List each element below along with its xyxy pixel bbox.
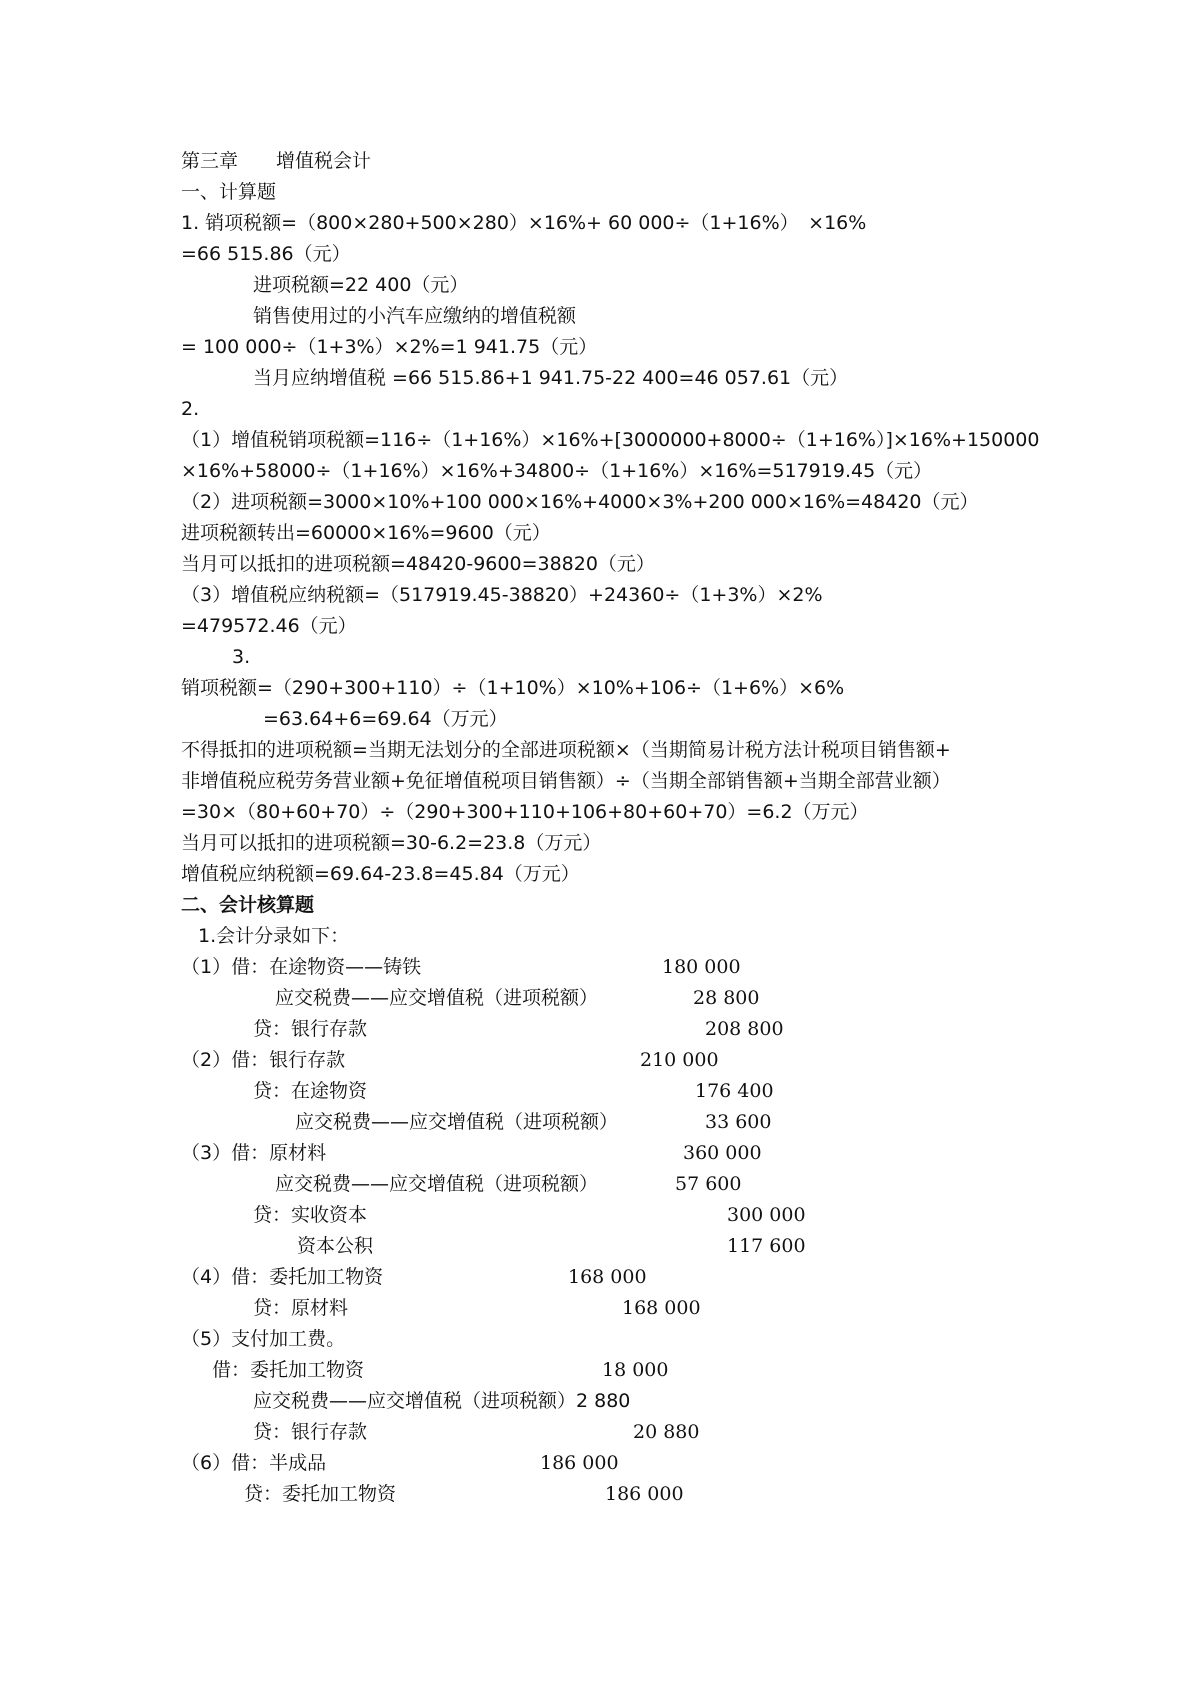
entry-text: 应交税费——应交增值税（进项税额）2 880 <box>253 1390 631 1412</box>
entry-amount: 300 000 <box>727 1204 806 1226</box>
entry-amount: 28 800 <box>693 987 760 1009</box>
entry-text: 贷：原材料 <box>253 1297 349 1319</box>
entry-amount: 18 000 <box>602 1359 669 1381</box>
q2-line: 当月可以抵扣的进项税额=48420-9600=38820（元） <box>181 553 655 575</box>
q3-line: 增值税应纳税额=69.64-23.8=45.84（万元） <box>181 863 580 885</box>
q1-line: 1. 销项税额=（800×280+500×280）×16%+ 60 000÷（1+16%） ×16% <box>181 212 867 234</box>
entry-text: （6）借：半成品 <box>181 1452 327 1474</box>
entry-text: （5）支付加工费。 <box>181 1328 346 1350</box>
entry-amount: 20 880 <box>633 1421 700 1443</box>
entry-amount: 360 000 <box>683 1142 762 1164</box>
entry-amount: 117 600 <box>727 1235 806 1257</box>
q1-line: 进项税额=22 400（元） <box>253 274 469 296</box>
q2-line: 进项税额转出=60000×16%=9600（元） <box>181 522 551 544</box>
entry-text: 应交税费——应交增值税（进项税额） <box>275 987 599 1009</box>
entry-text: 贷：委托加工物资 <box>244 1483 397 1505</box>
entry-text: 应交税费——应交增值税（进项税额） <box>275 1173 599 1195</box>
chapter-title: 第三章 增值税会计 <box>181 150 372 172</box>
q2-line: 2. <box>181 398 200 420</box>
q1-line: 销售使用过的小汽车应缴纳的增值税额 <box>253 305 577 327</box>
entry-text: （4）借：委托加工物资 <box>181 1266 384 1288</box>
q3-line: 不得抵扣的进项税额=当期无法划分的全部进项税额×（当期简易计税方法计税项目销售额+ <box>181 739 951 761</box>
entry-text: （2）借：银行存款 <box>181 1049 346 1071</box>
entry-text: （3）借：原材料 <box>181 1142 327 1164</box>
q3-line: =63.64+6=69.64（万元） <box>263 708 508 730</box>
q1-line: = 100 000÷（1+3%）×2%=1 941.75（元） <box>181 336 598 358</box>
entry-amount: 176 400 <box>695 1080 774 1102</box>
entry-text: 贷：银行存款 <box>253 1018 368 1040</box>
entry-text: 借：委托加工物资 <box>212 1359 365 1381</box>
entry-amount: 168 000 <box>568 1266 647 1288</box>
entry-amount: 33 600 <box>705 1111 772 1133</box>
section-heading-accounting: 二、会计核算题 <box>181 894 315 916</box>
q1-line: =66 515.86（元） <box>181 243 351 265</box>
entries-intro: 1.会计分录如下： <box>198 925 350 947</box>
q1-line: 当月应纳增值税 =66 515.86+1 941.75-22 400=46 057.61（元） <box>253 367 849 389</box>
entry-amount: 180 000 <box>662 956 741 978</box>
q2-line: ×16%+58000÷（1+16%）×16%+34800÷（1+16%）×16%=517919.45（元） <box>181 460 933 482</box>
entry-amount: 210 000 <box>640 1049 719 1071</box>
q3-line: 销项税额=（290+300+110）÷（1+10%）×10%+106÷（1+6%）×6% <box>181 677 845 699</box>
section-heading-calculation: 一、计算题 <box>181 181 277 203</box>
q2-line: （2）进项税额=3000×10%+100 000×16%+4000×3%+200 000×16%=48420（元） <box>181 491 979 513</box>
entry-text: 资本公积 <box>297 1235 374 1257</box>
q3-line: 非增值税应税劳务营业额+免征增值税项目销售额）÷（当期全部销售额+当期全部营业额） <box>181 770 951 792</box>
entry-text: 贷：在途物资 <box>253 1080 368 1102</box>
entry-amount: 57 600 <box>675 1173 742 1195</box>
q3-line: 3. <box>232 646 251 668</box>
q3-line: 当月可以抵扣的进项税额=30-6.2=23.8（万元） <box>181 832 602 854</box>
q2-line: =479572.46（元） <box>181 615 357 637</box>
entry-amount: 186 000 <box>540 1452 619 1474</box>
q2-line: （3）增值税应纳税额=（517919.45-38820）+24360÷（1+3%）×2% <box>181 584 823 606</box>
q2-line: （1）增值税销项税额=116÷（1+16%）×16%+[3000000+8000÷（1+16%）]×16%+150000 <box>181 429 1040 451</box>
entry-text: （1）借：在途物资——铸铁 <box>181 956 422 978</box>
entry-amount: 168 000 <box>622 1297 701 1319</box>
entry-text: 贷：实收资本 <box>253 1204 368 1226</box>
entry-text: 应交税费——应交增值税（进项税额） <box>295 1111 619 1133</box>
entry-text: 贷：银行存款 <box>253 1421 368 1443</box>
q3-line: =30×（80+60+70）÷（290+300+110+106+80+60+70）=6.2（万元） <box>181 801 869 823</box>
entry-amount: 186 000 <box>605 1483 684 1505</box>
entry-amount: 208 800 <box>705 1018 784 1040</box>
